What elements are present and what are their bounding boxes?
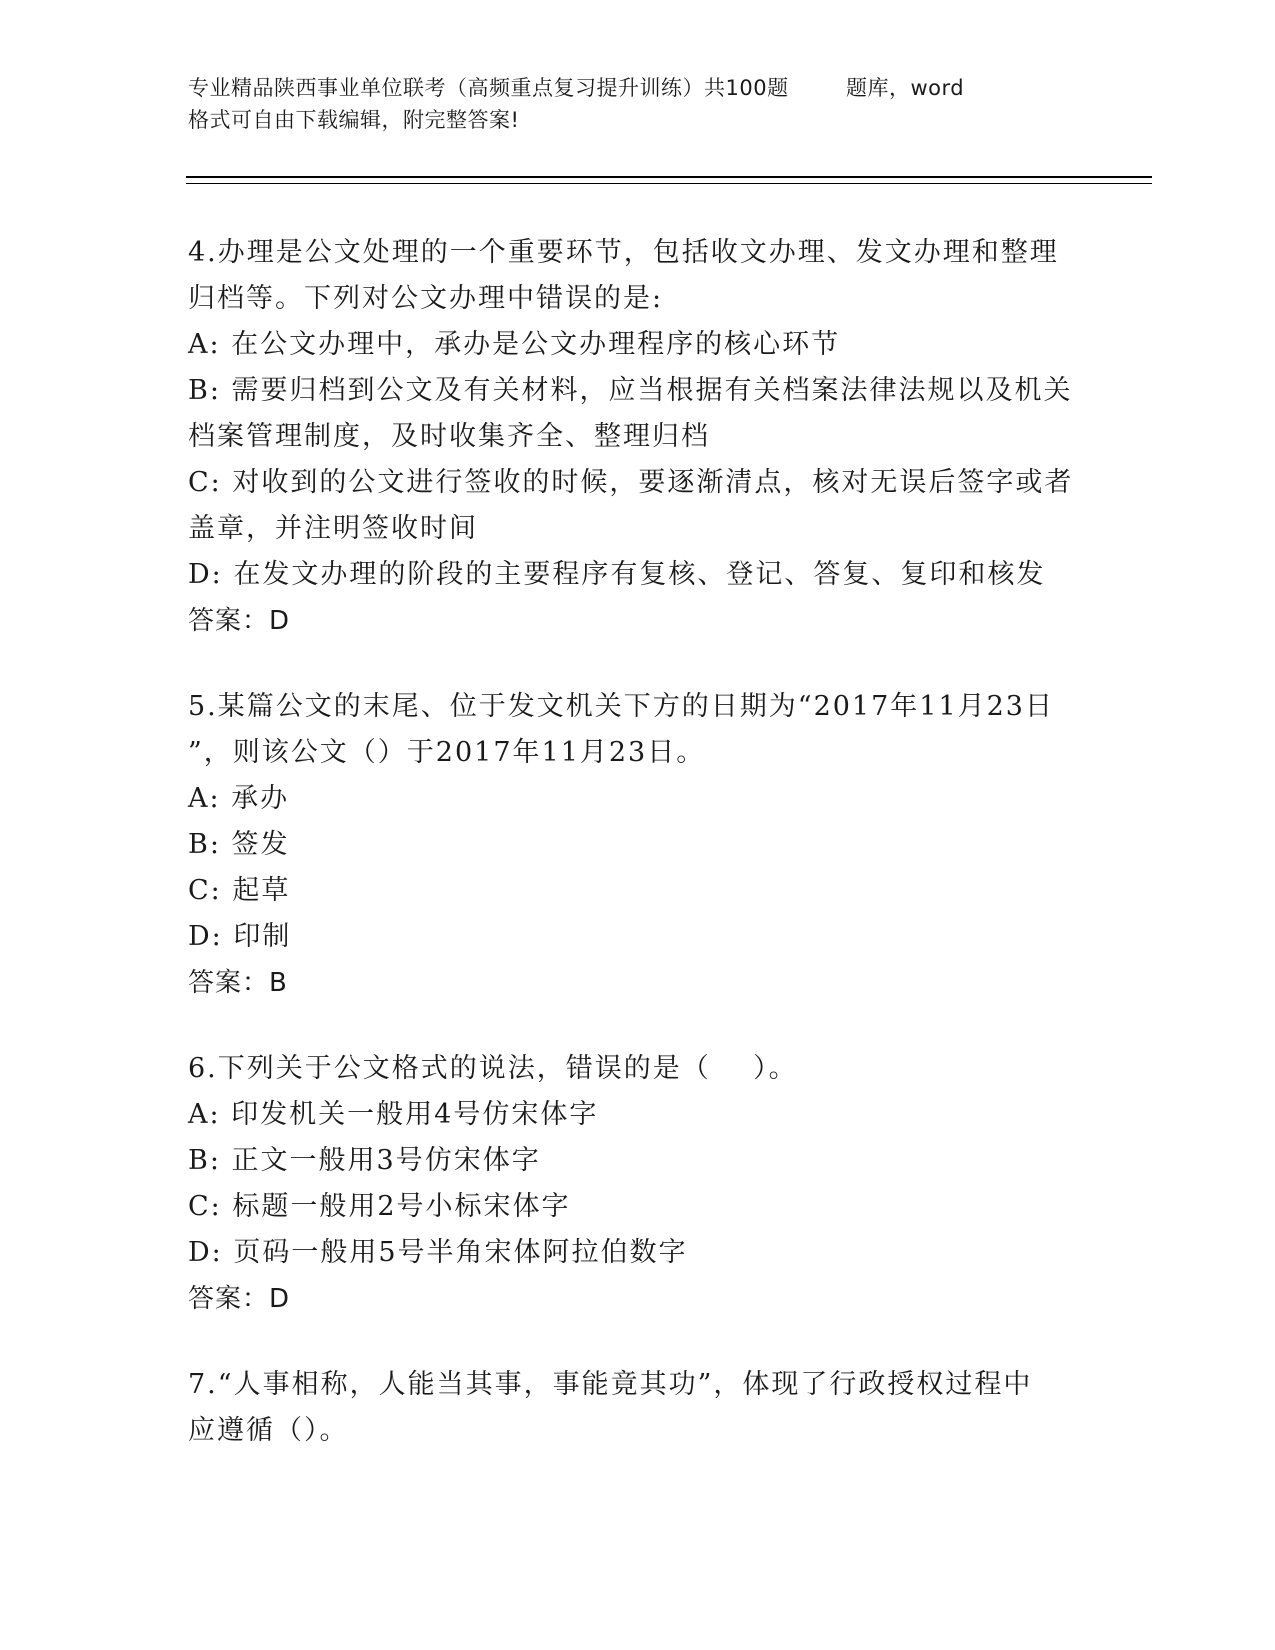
question-stem-line: ”，则该公文（）于2017年11月23日。: [188, 737, 706, 768]
option-line: C: 对收到的公文进行签收的时候，要逐渐清点，核对无误后签字或者: [188, 467, 1074, 498]
option-line: A: 承办: [188, 783, 290, 814]
question-stem-line: 归档等。下列对公文办理中错误的是:: [188, 283, 664, 314]
question-stem-line: 4.办理是公文处理的一个重要环节，包括收文办理、发文办理和整理: [188, 237, 1059, 268]
option-line: A: 印发机关一般用4号仿宋体字: [188, 1099, 599, 1130]
question-block: [188, 684, 1088, 1006]
option-line: A: 在公文办理中，承办是公文办理程序的核心环节: [188, 329, 841, 360]
question-stem-line: 6.下列关于公文格式的说法，错误的是（ ）。: [188, 1053, 798, 1084]
answer-line: 答案：B: [188, 968, 288, 998]
option-line: C: 起草: [188, 875, 291, 906]
option-line: D: 印制: [188, 921, 292, 952]
option-line: D: 页码一般用5号半角宋体阿拉伯数字: [188, 1237, 688, 1268]
answer-line: 答案：D: [188, 606, 291, 636]
header-rule-thick: [186, 176, 1152, 178]
option-line: 盖章，并注明签收时间: [188, 513, 478, 544]
option-line: D: 在发文办理的阶段的主要程序有复核、登记、答复、复印和核发: [188, 559, 1046, 590]
question-stem-line: 5.某篇公文的末尾、位于发文机关下方的日期为“2017年11月23日: [188, 691, 1054, 722]
question-stem-line: 7.“人事相称，人能当其事，事能竟其功”，体现了行政授权过程中: [188, 1369, 1033, 1400]
header-rule-thin: [186, 183, 1152, 184]
option-line: B: 正文一般用3号仿宋体字: [188, 1145, 541, 1176]
question-block: [188, 1046, 1088, 1322]
question-stem-line: 应遵循（）。: [188, 1415, 349, 1446]
header-line-1: 专业精品陕西事业单位联考（高频重点复习提升训练）共100题 题库，word: [188, 76, 965, 100]
option-line: 档案管理制度，及时收集齐全、整理归档: [188, 421, 710, 452]
question-list: [188, 230, 1088, 1494]
answer-line: 答案：D: [188, 1284, 291, 1314]
option-line: B: 需要归档到公文及有关材料，应当根据有关档案法律法规以及机关: [188, 375, 1073, 406]
question-block: [188, 230, 1088, 644]
question-block: [188, 1362, 1088, 1454]
header-line-2: 格式可自由下载编辑，附完整答案!: [188, 108, 520, 132]
document-header: [188, 72, 1088, 136]
option-line: C: 标题一般用2号小标宋体字: [188, 1191, 571, 1222]
option-line: B: 签发: [188, 829, 290, 860]
